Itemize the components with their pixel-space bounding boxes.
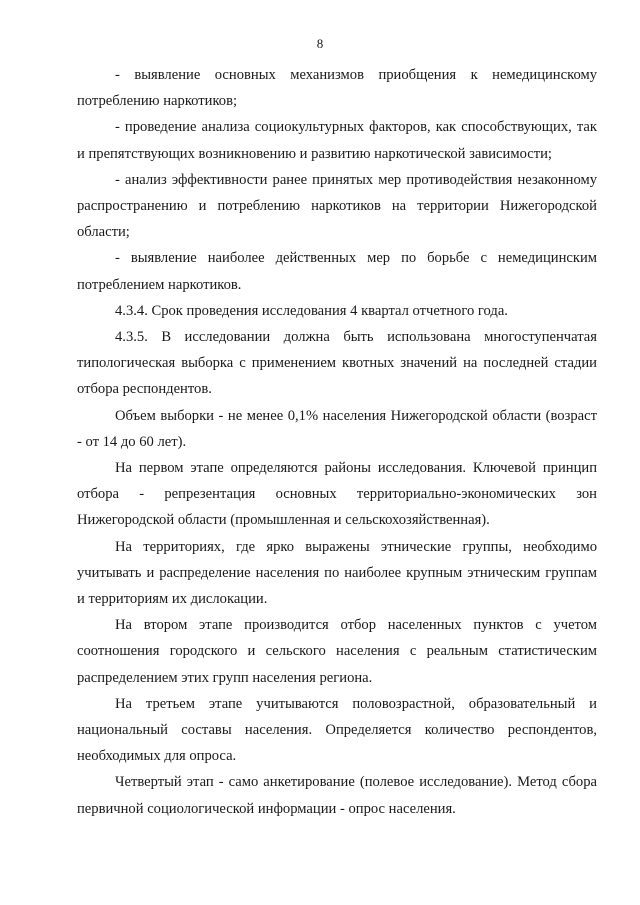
stage-one-paragraph: На первом этапе определяются районы исследования. Ключевой принцип отбора - репрезентация основных территориально-экономических зон Нижегородской области (промышленная и сельскохозяйственная). [77,460,597,529]
sample-size-paragraph: Объем выборки - не менее 0,1% населения Нижегородской области (возраст - от 14 до 60 лет). [77,407,597,450]
ethnic-groups-paragraph: На территориях, где ярко выражены этнические группы, необходимо учитывать и распределение населения по наиболее крупным этническим группам и территориям их дислокации. [77,538,597,608]
stage-four-paragraph: Четвертый этап - само анкетирование (полевое исследование). Метод сбора первичной социологической информации - опрос населения. [77,774,597,817]
document-body [77,62,597,822]
list-item-effective-measures: - выявление наиболее действенных мер по борьбе с немедицинским потреблением наркотиков. [77,250,597,293]
list-item-mechanisms: - выявление основных механизмов приобщения к немедицинскому потреблению наркотиков; [77,67,597,110]
section-4-3-5-paragraph: 4.3.5. В исследовании должна быть использована многоступенчатая типологическая выборка с применением квотных значений на последней стадии отбора респондентов. [77,329,597,398]
stage-three-paragraph: На третьем этапе учитываются половозрастной, образовательный и национальный составы населения. Определяется количество респондентов, необходимых для опроса. [77,695,597,765]
list-item-sociocultural-factors: - проведение анализа социокультурных факторов, как способствующих, так и препятствующих возникновению и развитию наркотической зависимости; [77,119,597,162]
stage-two-paragraph: На втором этапе производится отбор населенных пунктов с учетом соотношения городского и сельского населения с реальным статистическим распределением этих групп населения региона. [77,617,597,686]
section-4-3-4-paragraph: 4.3.4. Срок проведения исследования 4 квартал отчетного года. [115,302,508,319]
list-item-effectiveness-analysis: - анализ эффективности ранее принятых мер противодействия незаконному распространению и потреблению наркотиков на территории Нижегородской области; [77,171,597,241]
page-number: 8 [316,36,324,51]
